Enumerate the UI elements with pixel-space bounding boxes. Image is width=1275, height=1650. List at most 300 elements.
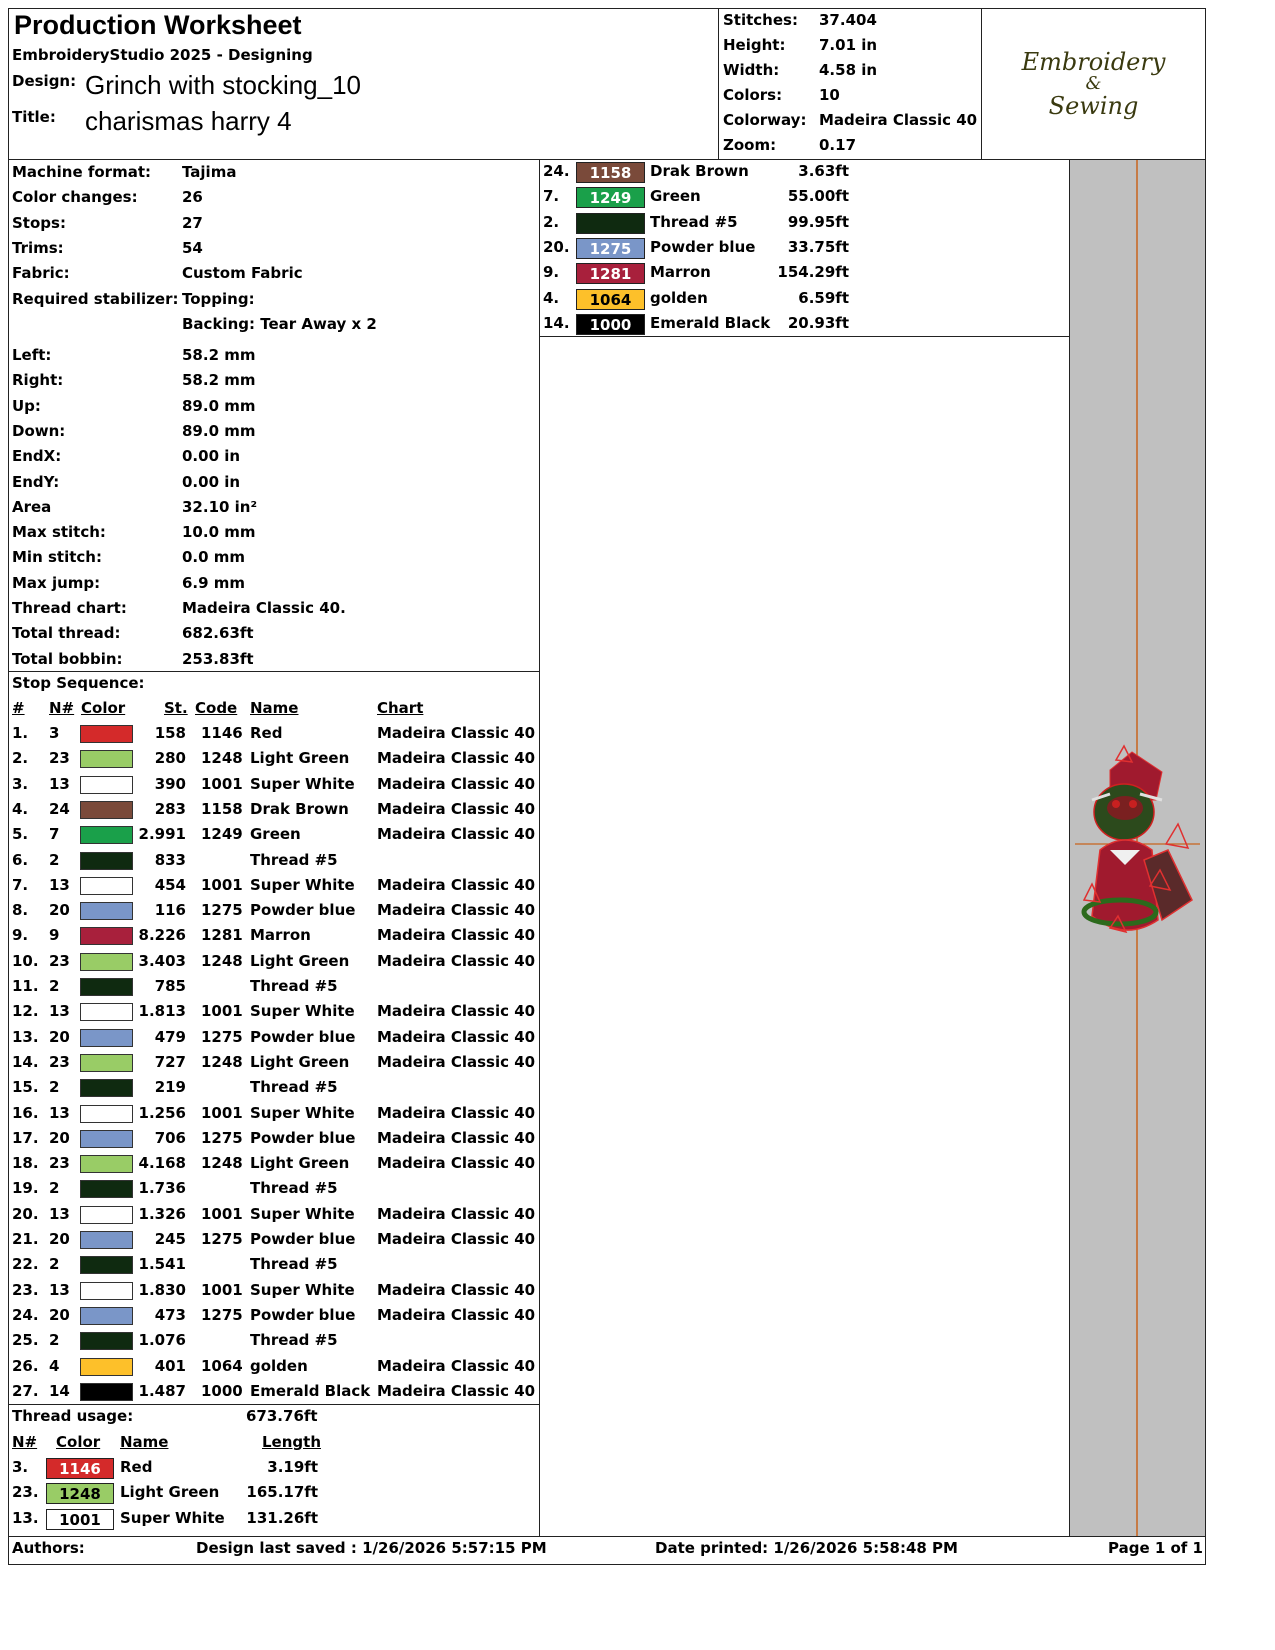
logo-line-3: Sewing [1048, 92, 1139, 120]
footer-last-saved: Design last saved : 1/26/2026 5:57:15 PM [196, 1539, 547, 1557]
stop-sequence-title: Stop Sequence: [12, 674, 145, 692]
stop-seq-divider [8, 1404, 540, 1405]
dimension-label: Max jump: [12, 573, 101, 592]
usage-name: Light Green [120, 1483, 220, 1502]
row-number: 2. [12, 749, 29, 768]
row-needle: 24 [49, 799, 70, 818]
row-needle: 9 [49, 926, 60, 945]
color-swatch [80, 1307, 133, 1325]
row-code: 1001 [201, 1103, 243, 1122]
col-header-color: Color [81, 699, 126, 717]
col-header-stitches: St. [164, 699, 188, 717]
row-code: 1146 [201, 724, 243, 742]
col-header-chart: Chart [377, 699, 424, 717]
machine-info-label: Fabric: [12, 264, 70, 283]
machine-info-label: Machine format: [12, 163, 151, 181]
usage-row [539, 187, 1069, 209]
row-name: Thread #5 [250, 1078, 338, 1097]
dimension-value: 0.0 mm [182, 548, 246, 567]
usage-color-code: 1001 [46, 1509, 114, 1530]
title-label: Title: [12, 108, 56, 126]
header-divider [8, 159, 1206, 160]
row-needle: 13 [49, 1280, 70, 1299]
color-swatch [80, 1029, 133, 1047]
row-stitches: 158 [154, 724, 186, 742]
row-number: 3. [12, 774, 29, 793]
dimension-label: Left: [12, 346, 52, 364]
software-label: EmbroideryStudio 2025 - Designing [12, 46, 313, 64]
usage-color-code: 1158 [576, 162, 645, 183]
usage-row [539, 213, 1069, 235]
machine-info-value: 27 [182, 213, 203, 232]
usage-needle: 20. [543, 237, 570, 256]
row-name: Powder blue [250, 1128, 356, 1147]
embroidery-sewing-logo [985, 48, 1202, 120]
color-swatch [80, 750, 133, 768]
row-needle: 3 [49, 724, 60, 742]
color-swatch [80, 1003, 133, 1021]
row-needle: 7 [49, 825, 60, 844]
row-number: 12. [12, 1002, 39, 1021]
row-name: Light Green [250, 1154, 350, 1173]
dimension-value: 89.0 mm [182, 421, 256, 440]
row-chart: Madeira Classic 40 [377, 1154, 536, 1173]
row-stitches: 473 [154, 1305, 186, 1324]
row-number: 7. [12, 875, 29, 894]
usage-length: 20.93ft [787, 313, 849, 332]
usage-length: 3.19ft [267, 1458, 318, 1476]
table-row [0, 1053, 540, 1075]
row-needle: 13 [49, 1103, 70, 1122]
row-chart: Madeira Classic 40 [377, 901, 536, 920]
row-stitches: 3.403 [138, 951, 186, 970]
row-name: Super White [250, 1002, 355, 1021]
row-name: Marron [250, 926, 311, 945]
row-needle: 2 [49, 1331, 60, 1350]
usage-needle: 24. [543, 162, 570, 180]
row-needle: 13 [49, 875, 70, 894]
row-number: 9. [12, 926, 29, 945]
row-needle: 23 [49, 749, 70, 768]
color-swatch [80, 1332, 133, 1350]
table-row [0, 1002, 540, 1024]
usage-color-code: 1275 [576, 238, 645, 259]
row-name: Red [250, 724, 283, 742]
usage-needle: 3. [12, 1458, 29, 1476]
row-stitches: 116 [154, 901, 186, 920]
usage-header-needle: N# [12, 1433, 38, 1451]
row-code: 1001 [201, 774, 243, 793]
table-row [0, 1331, 540, 1353]
dimension-value: 58.2 mm [182, 346, 256, 364]
design-label: Design: [12, 72, 77, 90]
row-stitches: 401 [154, 1356, 186, 1375]
table-row [0, 1154, 540, 1176]
color-swatch [80, 1155, 133, 1173]
stat-label: Zoom: [723, 136, 777, 154]
row-needle: 13 [49, 774, 70, 793]
table-row [0, 800, 540, 822]
table-row [0, 1255, 540, 1277]
header-stats-divider [718, 8, 719, 160]
stat-label: Colorway: [723, 111, 807, 129]
row-needle: 20 [49, 1230, 70, 1248]
dimension-value: 32.10 in² [182, 497, 258, 516]
usage-needle: 23. [12, 1483, 39, 1502]
row-stitches: 280 [154, 749, 186, 768]
usage-row [0, 1483, 540, 1505]
row-name: Drak Brown [250, 799, 349, 818]
table-row [0, 977, 540, 999]
row-needle: 2 [49, 1255, 60, 1274]
color-swatch [80, 902, 133, 920]
title-value: charismas harry 4 [85, 106, 292, 136]
row-needle: 20 [49, 1305, 70, 1324]
color-swatch [80, 927, 133, 945]
row-chart: Madeira Classic 40 [377, 724, 536, 742]
machine-info-value: 26 [182, 188, 203, 207]
row-code: 1248 [201, 1154, 243, 1173]
usage-needle: 13. [12, 1508, 39, 1527]
row-needle: 13 [49, 1204, 70, 1223]
row-name: Thread #5 [250, 977, 338, 995]
row-needle: 20 [49, 901, 70, 920]
dimension-label: Total bobbin: [12, 649, 123, 668]
row-number: 11. [12, 977, 39, 995]
row-needle: 2 [49, 977, 60, 995]
row-chart: Madeira Classic 40 [377, 1356, 536, 1375]
row-number: 27. [12, 1381, 39, 1400]
stat-value: 4.58 in [819, 61, 878, 79]
row-name: Powder blue [250, 1230, 356, 1248]
row-number: 14. [12, 1052, 39, 1071]
row-needle: 20 [49, 1128, 70, 1147]
usage-color-code: 1064 [576, 289, 645, 310]
row-name: Emerald Black [250, 1381, 371, 1400]
color-swatch [80, 877, 133, 895]
row-name: Light Green [250, 951, 350, 970]
row-number: 18. [12, 1154, 39, 1173]
color-swatch [80, 1282, 133, 1300]
row-name: Super White [250, 1280, 355, 1299]
usage-header-color: Color [56, 1433, 101, 1451]
row-number: 15. [12, 1078, 39, 1097]
footer-divider [8, 1536, 1206, 1537]
usage-row [539, 289, 1069, 311]
usage-length: 154.29ft [777, 263, 849, 282]
row-chart: Madeira Classic 40 [377, 926, 536, 945]
footer-authors: Authors: [12, 1539, 85, 1557]
row-name: Powder blue [250, 1305, 356, 1324]
row-code: 1248 [201, 1052, 243, 1071]
machine-info-value: Backing: Tear Away x 2 [182, 314, 377, 333]
usage-row [0, 1509, 540, 1531]
dimension-value: Madeira Classic 40. [182, 599, 346, 617]
color-swatch [80, 1105, 133, 1123]
dimension-label: EndY: [12, 472, 60, 491]
row-stitches: 283 [154, 799, 186, 818]
color-swatch [80, 953, 133, 971]
row-needle: 2 [49, 1179, 60, 1198]
row-chart: Madeira Classic 40 [377, 825, 536, 844]
usage-needle: 7. [543, 187, 560, 206]
table-row [0, 775, 540, 797]
color-swatch [80, 1079, 133, 1097]
usage-color-code: 1000 [576, 314, 645, 335]
machine-info-label: Stops: [12, 213, 66, 232]
col-header-name: Name [250, 699, 299, 717]
row-chart: Madeira Classic 40 [377, 1027, 536, 1046]
usage-name: Powder blue [650, 237, 756, 256]
row-stitches: 1.256 [138, 1103, 186, 1122]
row-chart: Madeira Classic 40 [377, 1280, 536, 1299]
row-number: 19. [12, 1179, 39, 1198]
row-number: 21. [12, 1230, 39, 1248]
row-needle: 2 [49, 1078, 60, 1097]
dimension-label: Up: [12, 396, 41, 415]
dimension-label: Total thread: [12, 624, 121, 643]
row-name: golden [250, 1356, 308, 1375]
usage-length: 165.17ft [246, 1483, 318, 1502]
stat-label: Height: [723, 36, 786, 54]
row-needle: 2 [49, 850, 60, 869]
table-row [0, 851, 540, 873]
row-name: Green [250, 825, 301, 844]
row-number: 5. [12, 825, 29, 844]
row-code: 1001 [201, 1280, 243, 1299]
row-chart: Madeira Classic 40 [377, 1230, 536, 1248]
page-title: Production Worksheet [14, 10, 302, 40]
row-stitches: 785 [154, 977, 186, 995]
row-code: 1158 [201, 799, 243, 818]
row-code: 1248 [201, 749, 243, 768]
row-name: Thread #5 [250, 1179, 338, 1198]
table-row [0, 1104, 540, 1126]
dimension-value: 58.2 mm [182, 371, 256, 390]
machine-info-divider [8, 671, 540, 672]
color-swatch [80, 852, 133, 870]
table-row [0, 1382, 540, 1404]
row-chart: Madeira Classic 40 [377, 1381, 536, 1400]
usage-color-code: 1146 [46, 1458, 114, 1479]
row-chart: Madeira Classic 40 [377, 774, 536, 793]
row-number: 4. [12, 799, 29, 818]
footer-page-number: Page 1 of 1 [1108, 1539, 1203, 1557]
table-row [0, 749, 540, 771]
row-stitches: 8.226 [138, 926, 186, 945]
dimension-label: Max stitch: [12, 523, 106, 542]
row-needle: 23 [49, 1154, 70, 1173]
usage-color-code: 1281 [576, 263, 645, 284]
color-swatch [80, 1383, 133, 1401]
row-stitches: 706 [154, 1128, 186, 1147]
usage-needle: 2. [543, 212, 560, 231]
row-chart: Madeira Classic 40 [377, 1103, 536, 1122]
row-code: 1275 [201, 1128, 243, 1147]
row-name: Thread #5 [250, 850, 338, 869]
usage-name: Drak Brown [650, 162, 749, 180]
color-swatch [80, 1054, 133, 1072]
row-name: Super White [250, 875, 355, 894]
row-stitches: 1.736 [138, 1179, 186, 1198]
dimension-value: 89.0 mm [182, 396, 256, 415]
col-header-number: # [12, 699, 25, 717]
usage-color-code [576, 213, 645, 234]
row-code: 1275 [201, 1230, 243, 1248]
row-stitches: 727 [154, 1052, 186, 1071]
row-code: 1281 [201, 926, 243, 945]
usage-needle: 4. [543, 288, 560, 307]
logo-line-2: & [1085, 73, 1102, 94]
usage-name: Green [650, 187, 701, 206]
row-code: 1001 [201, 1204, 243, 1223]
color-swatch [80, 801, 133, 819]
table-row [0, 1230, 540, 1252]
color-swatch [80, 978, 133, 996]
row-number: 22. [12, 1255, 39, 1274]
row-number: 20. [12, 1204, 39, 1223]
row-stitches: 1.813 [138, 1002, 186, 1021]
design-value: Grinch with stocking_10 [85, 70, 362, 100]
dimension-label: Thread chart: [12, 599, 127, 617]
row-number: 8. [12, 901, 29, 920]
usage-length: 99.95ft [787, 212, 849, 231]
row-number: 13. [12, 1027, 39, 1046]
row-name: Light Green [250, 1052, 350, 1071]
dimension-value: 682.63ft [182, 624, 254, 643]
usage-name: Red [120, 1458, 153, 1476]
row-code: 1275 [201, 1305, 243, 1324]
row-number: 24. [12, 1305, 39, 1324]
row-number: 6. [12, 850, 29, 869]
usage-name: Marron [650, 263, 711, 282]
row-name: Powder blue [250, 1027, 356, 1046]
usage-length: 55.00ft [787, 187, 849, 206]
row-needle: 23 [49, 1052, 70, 1071]
row-name: Thread #5 [250, 1255, 338, 1274]
row-code: 1275 [201, 1027, 243, 1046]
row-needle: 20 [49, 1027, 70, 1046]
col-header-needle: N# [49, 699, 75, 717]
row-number: 25. [12, 1331, 39, 1350]
row-name: Powder blue [250, 901, 356, 920]
machine-info-label: Color changes: [12, 188, 138, 207]
dimension-value: 0.00 in [182, 472, 241, 491]
row-chart: Madeira Classic 40 [377, 799, 536, 818]
grinch-embroidery-icon [1084, 746, 1192, 932]
usage-name: Super White [120, 1508, 225, 1527]
row-stitches: 4.168 [138, 1154, 186, 1173]
dimension-value: 0.00 in [182, 447, 241, 466]
stat-label: Stitches: [723, 11, 798, 29]
row-number: 16. [12, 1103, 39, 1122]
table-row [0, 1281, 540, 1303]
row-stitches: 1.076 [138, 1331, 186, 1350]
dimension-label: Right: [12, 371, 64, 390]
stat-label: Colors: [723, 86, 783, 104]
stat-label: Width: [723, 61, 780, 79]
thread-usage-title: Thread usage: [12, 1407, 134, 1425]
usage-row [539, 314, 1069, 336]
usage-needle: 14. [543, 313, 570, 332]
color-swatch [80, 1180, 133, 1198]
row-stitches: 390 [154, 774, 186, 793]
row-needle: 23 [49, 951, 70, 970]
dimension-value: 10.0 mm [182, 523, 256, 542]
usage-name: Thread #5 [650, 212, 738, 231]
table-row [0, 952, 540, 974]
usage-row [0, 1458, 540, 1480]
row-code: 1001 [201, 1002, 243, 1021]
table-row [0, 1028, 540, 1050]
machine-info-label: Trims: [12, 238, 64, 257]
row-number: 1. [12, 724, 29, 742]
row-number: 23. [12, 1280, 39, 1299]
usage-row [539, 162, 1069, 184]
row-chart: Madeira Classic 40 [377, 1052, 536, 1071]
row-stitches: 1.326 [138, 1204, 186, 1223]
row-needle: 4 [49, 1356, 60, 1375]
usage-row [539, 238, 1069, 260]
row-code: 1248 [201, 951, 243, 970]
dimension-label: Area [12, 497, 52, 516]
table-row [0, 1179, 540, 1201]
stat-value: Madeira Classic 40 [819, 111, 978, 129]
row-code: 1001 [201, 875, 243, 894]
design-preview-panel [1070, 160, 1205, 1536]
dimension-label: Min stitch: [12, 548, 102, 567]
row-stitches: 1.487 [138, 1381, 186, 1400]
row-stitches: 2.991 [138, 825, 186, 844]
row-code: 1275 [201, 901, 243, 920]
row-chart: Madeira Classic 40 [377, 1204, 536, 1223]
row-stitches: 479 [154, 1027, 186, 1046]
row-chart: Madeira Classic 40 [377, 875, 536, 894]
row-chart: Madeira Classic 40 [377, 1128, 536, 1147]
logo-line-1: Embroidery [1021, 48, 1166, 76]
usage-name: golden [650, 288, 708, 307]
row-stitches: 219 [154, 1078, 186, 1097]
color-swatch [80, 725, 133, 743]
usage-name: Emerald Black [650, 313, 771, 332]
stat-value: 7.01 in [819, 36, 878, 54]
row-stitches: 245 [154, 1230, 186, 1248]
table-row [0, 1357, 540, 1379]
usage-length: 33.75ft [787, 237, 849, 256]
row-stitches: 1.541 [138, 1255, 186, 1274]
usage-needle: 9. [543, 263, 560, 282]
row-chart: Madeira Classic 40 [377, 1002, 536, 1021]
row-number: 26. [12, 1356, 39, 1375]
dimension-label: Down: [12, 421, 66, 440]
stat-value: 37.404 [819, 11, 877, 29]
usage-header-length: Length [262, 1433, 321, 1451]
table-row [0, 1129, 540, 1151]
usage-color-code: 1249 [576, 187, 645, 208]
row-needle: 14 [49, 1381, 70, 1400]
row-stitches: 454 [154, 875, 186, 894]
dimension-value: 253.83ft [182, 649, 254, 668]
dimension-value: 6.9 mm [182, 573, 246, 592]
machine-info-value: Custom Fabric [182, 264, 303, 283]
color-swatch [80, 1256, 133, 1274]
row-code: 1000 [201, 1381, 243, 1400]
row-name: Super White [250, 1103, 355, 1122]
footer-date-printed: Date printed: 1/26/2026 5:58:48 PM [655, 1539, 958, 1557]
stat-value: 0.17 [819, 136, 857, 154]
usage-length: 6.59ft [798, 288, 849, 307]
row-code: 1249 [201, 825, 243, 844]
